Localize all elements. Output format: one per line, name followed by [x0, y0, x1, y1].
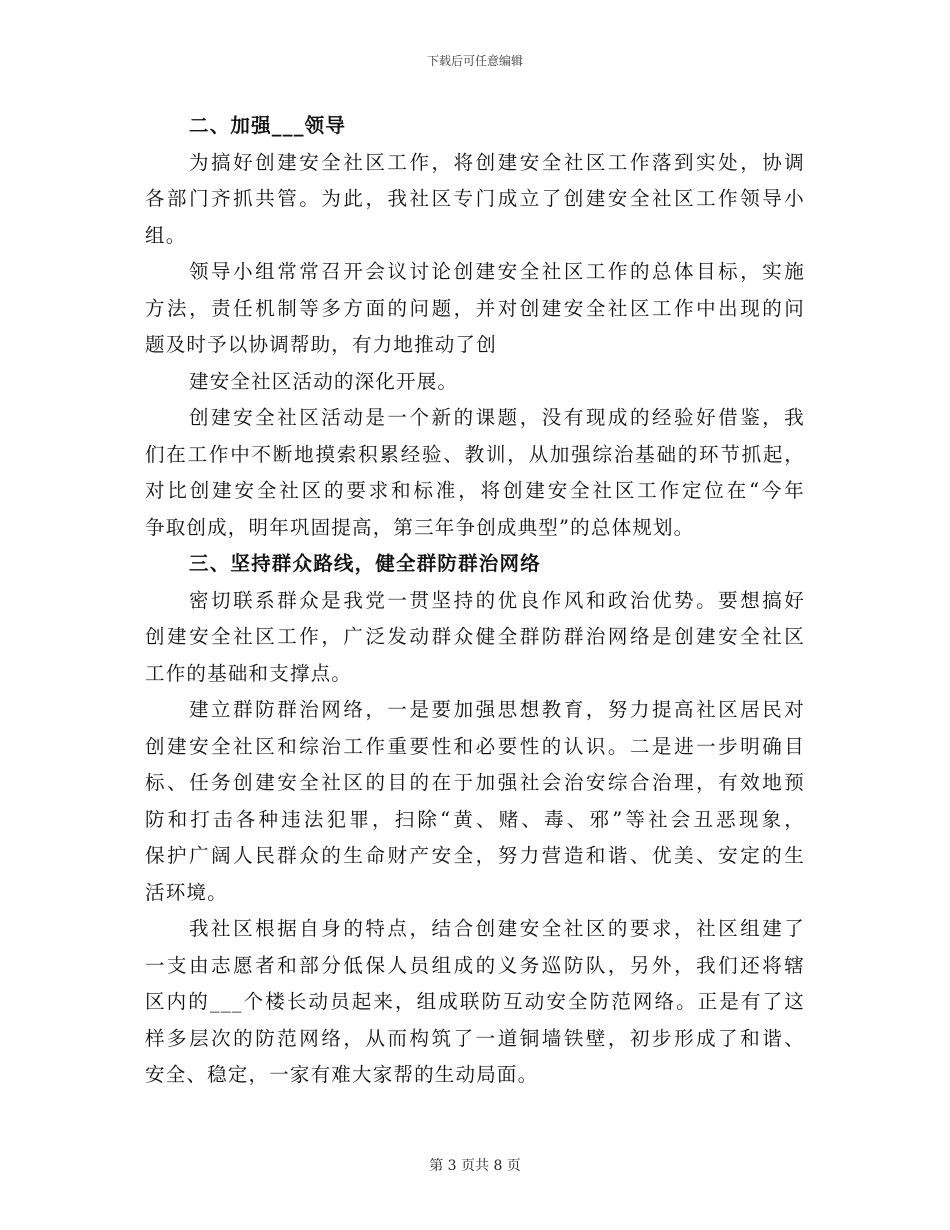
paragraph-line: 保护广阔人民群众的生命财产安全，努力营造和谐、优美、安定的生 — [145, 844, 805, 867]
section-heading: 三、坚持群众路线，健全群防群治网络 — [189, 552, 541, 575]
paragraph-line: 创建安全社区和综治工作重要性和必要性的认识。二是进一步明确目 — [145, 734, 805, 758]
paragraph-line: 区内的___个楼长动员起来，组成联防互动安全防范网络。正是有了这 — [145, 990, 805, 1013]
paragraph-line: 对比创建安全社区的要求和标准，将创建安全社区工作定位在“今年 — [145, 479, 805, 502]
paragraph-line: 建立群防群治网络，一是要加强思想教育，努力提高社区居民对 — [189, 698, 805, 721]
paragraph-line: 们在工作中不断地摸索积累经验、教训，从加强综治基础的环节抓起， — [145, 442, 805, 466]
paragraph-line: 安全、稳定，一家有难大家帮的生动局面。 — [145, 1063, 539, 1086]
paragraph-line: 工作的基础和支撑点。 — [145, 661, 353, 685]
paragraph-line: 密切联系群众是我党一贯坚持的优良作风和政治优势。要想搞好 — [189, 588, 805, 612]
paragraph-line: 一支由志愿者和部分低保人员组成的义务巡防队，另外，我们还将辖 — [145, 953, 805, 977]
paragraph-line: 活环境。 — [145, 880, 228, 904]
paragraph-line: 样多层次的防范网络，从而构筑了一道铜墙铁壁，初步形成了和谐、 — [145, 1026, 805, 1050]
page-header: 下载后可任意编辑 — [426, 54, 523, 68]
paragraph-line: 创建安全社区活动是一个新的课题，没有现成的经验好借鉴，我 — [189, 406, 805, 429]
document-body — [145, 108, 805, 1094]
section-heading: 二、加强___领导 — [189, 114, 347, 137]
paragraph-line: 题及时予以协调帮助，有力地推动了创 — [145, 333, 497, 356]
paragraph-line: 为搞好创建安全社区工作，将创建安全社区工作落到实处，协调 — [189, 150, 805, 174]
paragraph-line: 组。 — [145, 223, 187, 247]
paragraph-line: 创建安全社区工作，广泛发动群众健全群防群治网络是创建安全社区 — [145, 625, 805, 648]
page-footer: 第 3 页共 8 页 — [429, 1158, 521, 1174]
paragraph-line: 建安全社区活动的深化开展。 — [189, 369, 459, 393]
paragraph-line: 防和打击各种违法犯罪，扫除“黄、赌、毒、邪”等社会丑恶现象， — [145, 807, 805, 831]
paragraph-line: 领导小组常常召开会议讨论创建安全社区工作的总体目标，实施 — [189, 260, 805, 283]
paragraph-line: 各部门齐抓共管。为此，我社区专门成立了创建安全社区工作领导小 — [145, 187, 805, 210]
paragraph-line: 方法，责任机制等多方面的问题，并对创建安全社区工作中出现的问 — [145, 296, 805, 320]
paragraph-line: 我社区根据自身的特点，结合创建安全社区的要求，社区组建了 — [189, 917, 805, 940]
paragraph-line: 标、任务创建安全社区的目的在于加强社会治安综合治理，有效地预 — [145, 771, 805, 794]
paragraph-line: 争取创成，明年巩固提高，第三年争创成典型”的总体规划。 — [145, 515, 695, 539]
